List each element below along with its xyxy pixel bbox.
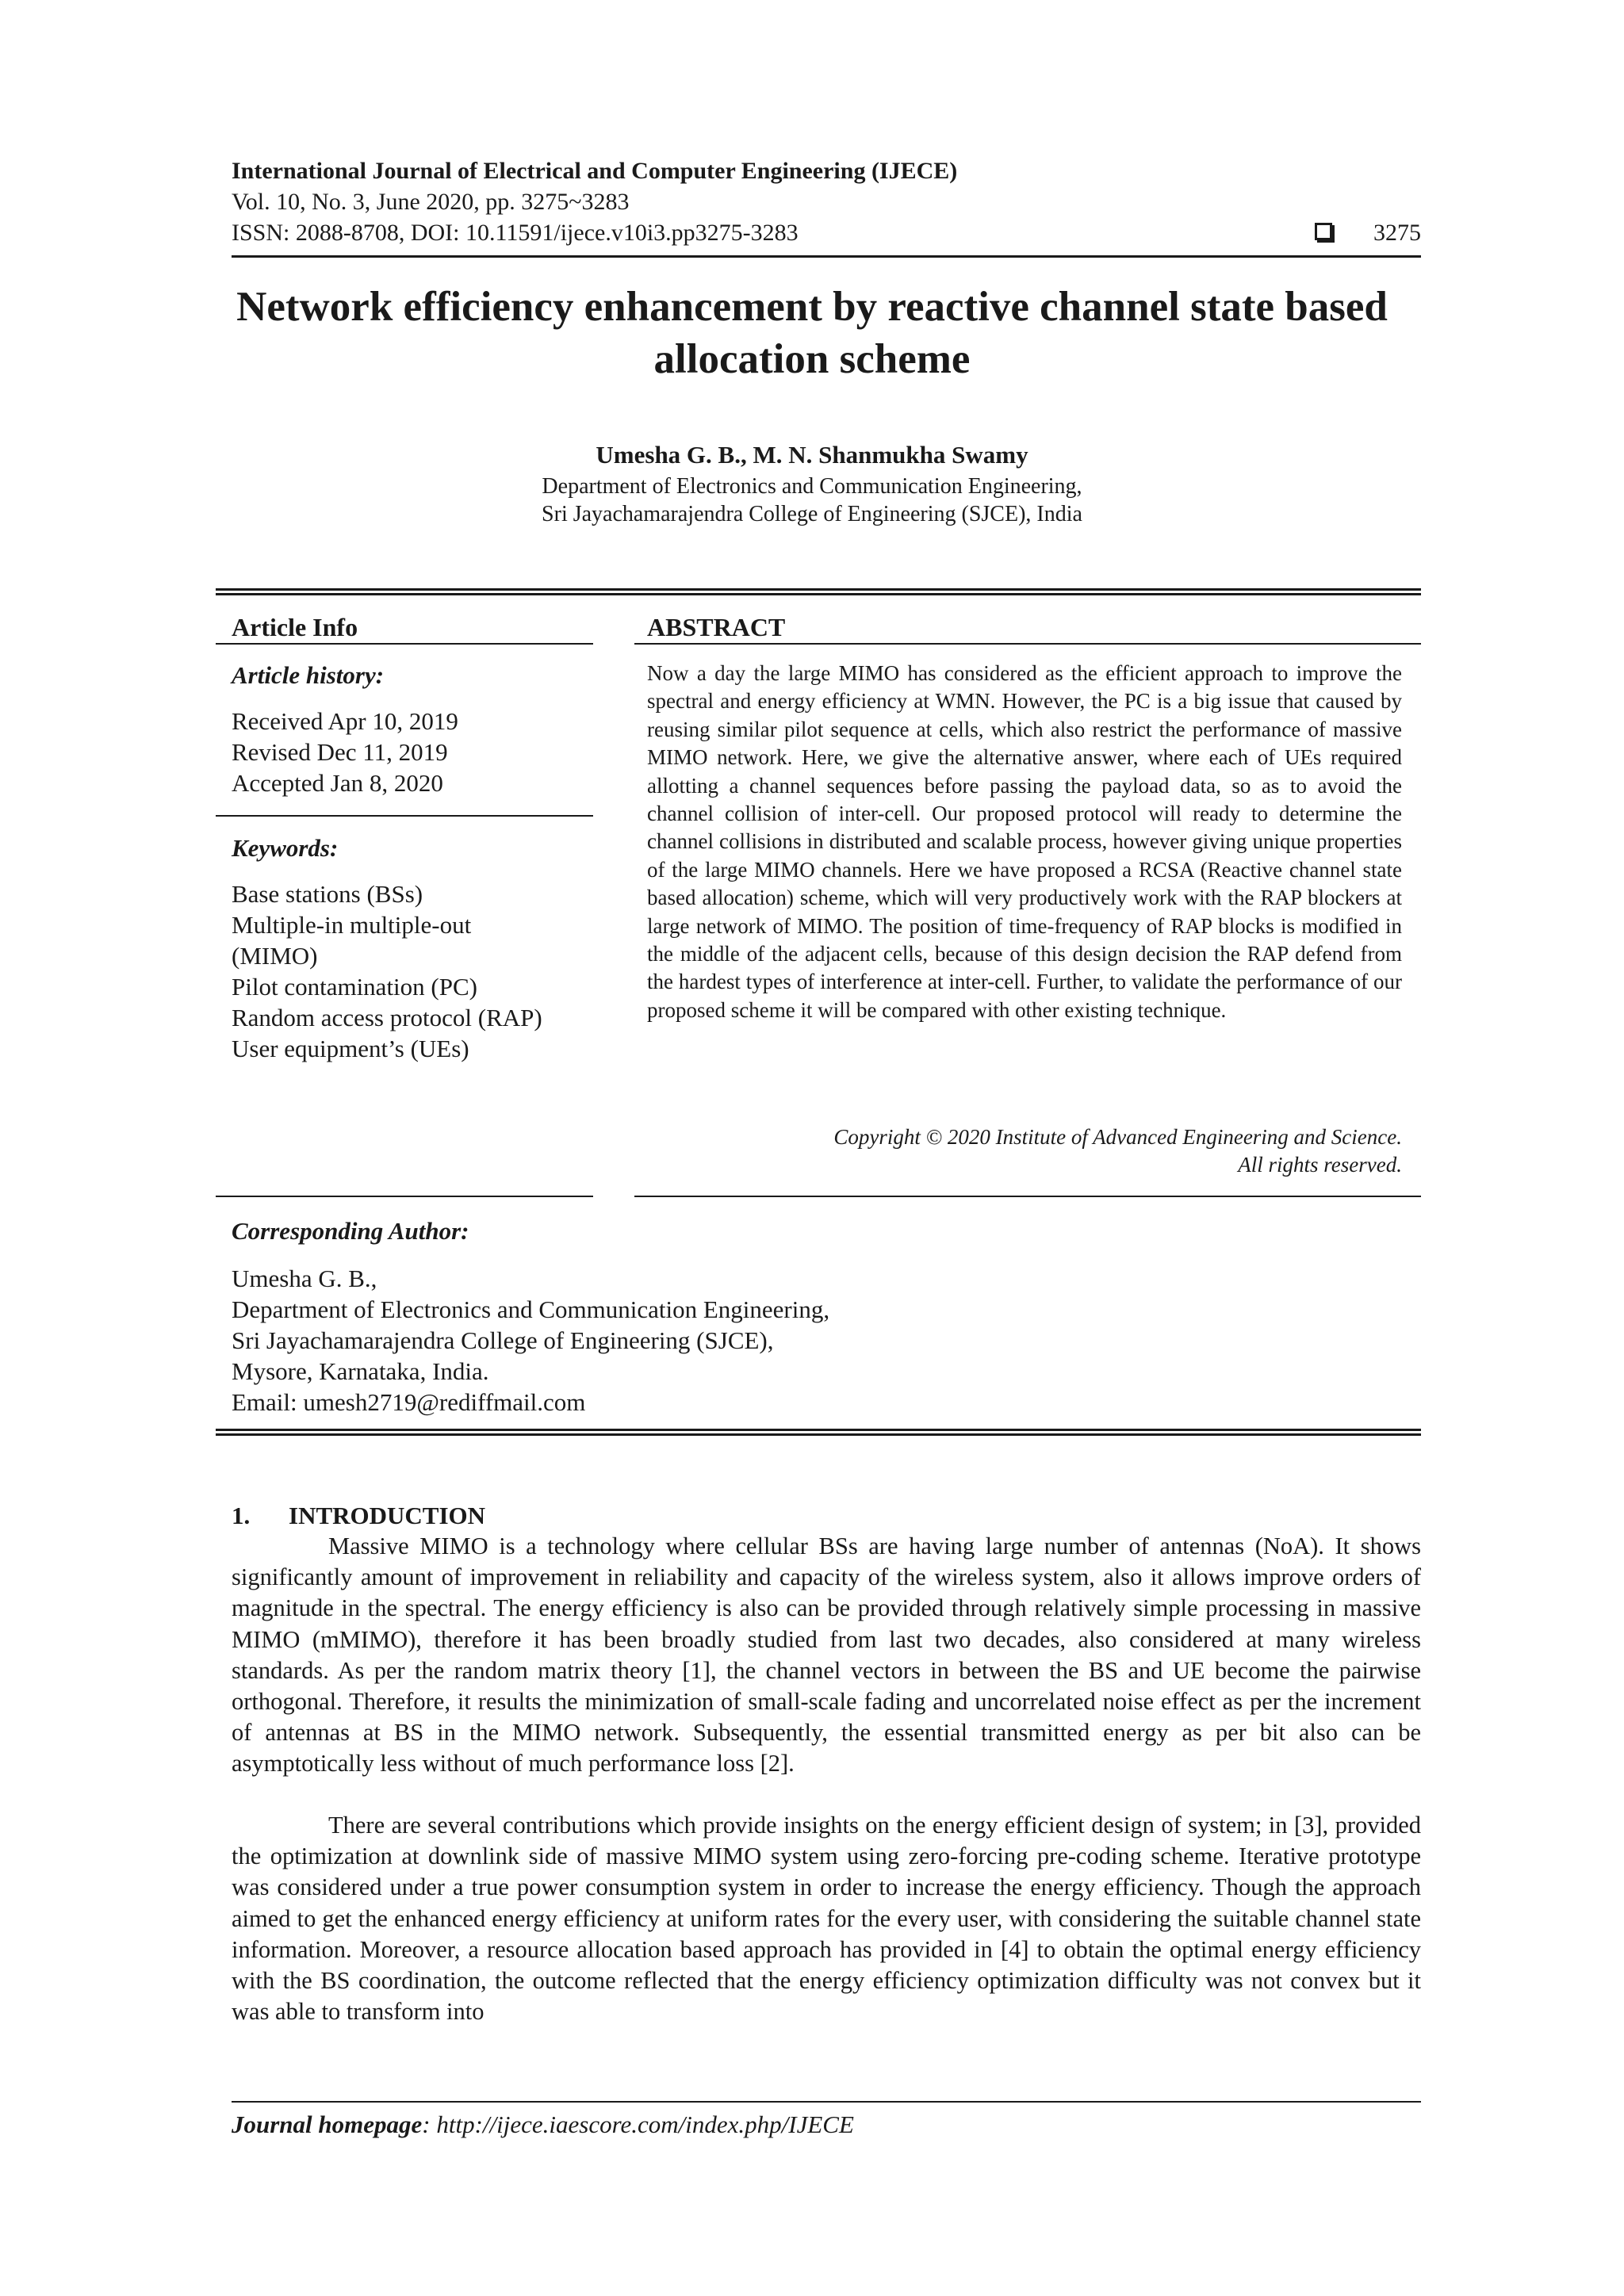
square-bullet-icon: [1315, 223, 1332, 240]
keyword-item: Multiple-in multiple-out: [232, 911, 472, 939]
paper-title: Network efficiency enhancement by reactive channel state based allocation scheme: [236, 284, 1388, 382]
body-paragraph: There are several contributions which provide insights on the energy efficient design of system; in [3], provided the optimization at downlink side of massive MIMO system using zero-forcing pre-coding scheme. Iterative prototype was considered under a true power consumption system in order to increase the energy efficiency. Though the approach aimed to get the enhanced energy efficiency at uniform rates for the every user, with considering the suitable channel state information. Moreover, a resource allocation based approach has provided in [4] to obtain the optimal energy efficiency with the BS coordination, the outcome reflected that the energy efficiency optimization difficulty was not convex but it was able to transform into: [232, 1812, 1421, 2026]
keyword-item: Random access protocol (RAP): [232, 1004, 542, 1031]
history-item: Received Apr 10, 2019: [232, 707, 458, 735]
info-box-top-rule: [216, 588, 1421, 595]
header-rule: [232, 255, 1421, 258]
section-number: 1.: [232, 1502, 251, 1529]
info-box-bottom-rule: [216, 1429, 1421, 1436]
journal-homepage: [232, 2109, 854, 2141]
section-title: INTRODUCTION: [289, 1502, 486, 1529]
copyright-notice: [647, 1123, 1402, 1179]
history-item: Revised Dec 11, 2019: [232, 738, 448, 766]
body-paragraph: Massive MIMO is a technology where cellular BSs are having large number of antennas (NoA). It shows significantly amount of improvement in reliability and capacity of the wireless system, also it allows improve orders of magnitude in the spectral. The energy efficiency is also can be provided through relatively simple processing in massive MIMO (mMIMO), therefore it has been broadly studied from last two decades, also considered at many wireless standards. As per the random matrix theory [1], the channel vectors in between the BS and UE become the pairwise orthogonal. Therefore, it results the minimization of small-scale fading and uncorrelated noise effect as per the increment of antennas at BS in the MIMO network. Subsequently, the essential transmitted energy as per bit also can be asymptotically less without of much performance loss [2].: [232, 1533, 1421, 1777]
keyword-item: Base stations (BSs): [232, 880, 423, 908]
introduction-body-continued: [232, 1810, 1421, 2027]
introduction-heading: [232, 1500, 485, 1531]
keyword-item: User equipment’s (UEs): [232, 1035, 469, 1062]
article-info-rule: [216, 643, 593, 645]
corresponding-line: Umesha G. B.,: [232, 1265, 377, 1292]
footer-rule: [232, 2101, 1421, 2103]
corresponding-author-details: [232, 1263, 1262, 1418]
keyword-item: Pilot contamination (PC): [232, 973, 477, 1001]
abstract-rule: [634, 643, 1421, 645]
keywords-heading: Keywords:: [232, 834, 339, 862]
abstract-heading: ABSTRACT: [647, 613, 786, 641]
journal-issn-doi: ISSN: 2088-8708, DOI: 10.11591/ijece.v10i3.pp3275-3283: [232, 220, 799, 246]
journal-name: International Journal of Electrical and Computer Engineering (IJECE): [232, 158, 958, 184]
corresponding-author-heading: Corresponding Author:: [232, 1217, 469, 1245]
introduction-body: [232, 1531, 1421, 1780]
page-number: 3275: [1373, 220, 1421, 246]
article-history-heading: Article history:: [232, 661, 385, 689]
abstract-bottom-rule: [634, 1196, 1421, 1197]
abstract-text: Now a day the large MIMO has considered as the efficient approach to improve the spectral and energy efficiency at WMN. However, the PC is a big issue that caused by reusing similar pilot sequence at cells, which also restrict the performance of massive MIMO network. Here, we give the alternative answer, where each of UEs required allotting a channel sequences before passing the payload data, so as to avoid the channel collision of inter-cell. Our proposed protocol will ready to determine the channel collisions in distributed and scalable process, however giving unique properties of the large MIMO channels. Here we have proposed a RCSA (Reactive channel state based allocation) scheme, which will very productively work with the RAP blockers at large network of MIMO. The position of time-frequency of RAP blocks is modified in the middle of the adjacent cells, because of this design decision the RAP defend from the hardest types of interference at inter-cell. Further, to validate the performance of our proposed scheme it will be compared with other existing technique.: [647, 661, 1402, 1022]
author-affiliation: [159, 473, 1465, 528]
copyright-line: All rights reserved.: [1238, 1153, 1402, 1177]
affiliation-line: Sri Jayachamarajendra College of Engineering (SJCE), India: [542, 502, 1082, 526]
corresponding-email: Email: umesh2719@rediffmail.com: [232, 1388, 586, 1416]
affiliation-line: Department of Electronics and Communication Engineering,: [542, 474, 1082, 499]
history-item: Accepted Jan 8, 2020: [232, 769, 443, 797]
journal-volume: Vol. 10, No. 3, June 2020, pp. 3275~3283: [232, 189, 630, 215]
article-info-heading: Article Info: [232, 613, 358, 641]
corresponding-line: Mysore, Karnataka, India.: [232, 1357, 489, 1385]
journal-homepage-link[interactable]: : http://ijece.iaescore.com/index.php/IJECE: [422, 2110, 854, 2138]
article-history-list: [232, 706, 596, 798]
corresponding-line: Sri Jayachamarajendra College of Engineering (SJCE),: [232, 1326, 774, 1354]
article-info-bottom-rule: [216, 1196, 593, 1197]
paper-authors: Umesha G. B., M. N. Shanmukha Swamy: [596, 441, 1028, 469]
footer-label: Journal homepage: [232, 2110, 423, 2138]
corresponding-line: Department of Electronics and Communication Engineering,: [232, 1295, 830, 1323]
copyright-line: Copyright © 2020 Institute of Advanced Engineering and Science.: [833, 1125, 1402, 1149]
keyword-item: (MIMO): [232, 942, 318, 970]
history-keywords-divider: [216, 815, 593, 817]
keywords-list: [232, 878, 596, 1064]
